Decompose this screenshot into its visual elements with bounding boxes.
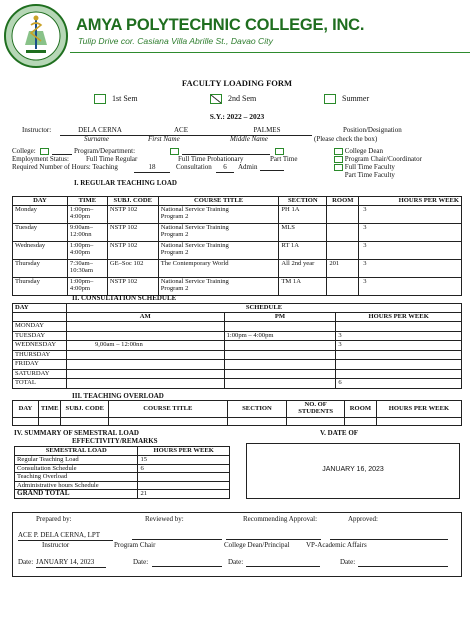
position-list	[334, 148, 422, 180]
date-label-2: Date:	[133, 558, 149, 566]
consultation-day: THURSDAY	[13, 350, 67, 360]
reviewed-date[interactable]	[152, 559, 222, 567]
overload-table	[12, 400, 462, 426]
form-title: FACULTY LOADING FORM	[181, 78, 293, 88]
teaching-load-title: The Contemporary World	[158, 260, 279, 278]
position-label: Position/Designation	[343, 126, 402, 134]
college-field[interactable]	[52, 148, 72, 155]
date-label-1: Date:	[18, 558, 34, 566]
teaching-hours: 18	[134, 164, 170, 173]
teaching-load-hours: 3	[359, 242, 462, 260]
admin-label: Admin	[238, 163, 258, 171]
consultation-pm: 1:00pm – 4:00pm	[224, 331, 336, 341]
prepared-date: JANUARY 14, 2023	[36, 559, 106, 568]
summary-row	[15, 473, 230, 482]
teaching-load-code: NSTP 102	[107, 242, 158, 260]
summary-hours: 6	[138, 464, 230, 473]
consultation-am	[66, 360, 224, 370]
teaching-load-hours: 3	[359, 278, 462, 296]
teaching-load-section: TM 1A	[279, 278, 327, 296]
summary-row	[15, 464, 230, 473]
consultation-hours	[336, 350, 462, 360]
consultation-hours: 3	[336, 341, 462, 351]
seal-icon	[3, 3, 69, 69]
teaching-load-time: 1:00pm– 4:00pm	[67, 206, 107, 224]
teaching-load-header	[13, 197, 462, 206]
consultation-day: FRIDAY	[13, 360, 67, 370]
teaching-load-title: National Service Training Program 2	[158, 206, 279, 224]
approved-date[interactable]	[358, 559, 448, 567]
position-full-time-checkbox[interactable]	[334, 164, 343, 171]
consultation-hours	[336, 369, 462, 379]
program-checkbox[interactable]	[170, 148, 179, 155]
teaching-load-room	[327, 206, 359, 224]
teaching-load-time: 1:00pm– 4:00pm	[67, 278, 107, 296]
position-chair-label: Program Chair/Coordinator	[344, 155, 422, 164]
consultation-row	[13, 322, 462, 332]
sem2-option[interactable]	[210, 94, 256, 104]
grand-total-hours: 21	[138, 490, 230, 499]
position-part-time-checkbox[interactable]	[334, 172, 343, 179]
position-chair-checkbox[interactable]	[334, 156, 343, 163]
summer-checkbox[interactable]	[324, 94, 336, 104]
vp-caption: VP-Academic Affairs	[306, 541, 367, 549]
teaching-load-room	[327, 224, 359, 242]
chair-caption: Program Chair	[114, 541, 156, 549]
consultation-day: TOTAL	[13, 379, 67, 389]
position-dean-label: College Dean	[344, 147, 384, 156]
approved-label: Approved:	[348, 515, 378, 523]
consultation-day: TUESDAY	[13, 331, 67, 341]
grand-total-label: GRAND TOTAL	[15, 490, 138, 499]
teaching-load-code: NSTP 102	[107, 278, 158, 296]
teaching-load-section: PH 1A	[279, 206, 327, 224]
col-hours: HOURS PER WEEK	[359, 197, 462, 206]
overload-header	[13, 401, 462, 418]
ol-col-students: NO. OF STUDENTS	[287, 401, 345, 418]
consultation-row	[13, 369, 462, 379]
teaching-load-hours: 3	[359, 206, 462, 224]
teaching-load-row	[13, 224, 462, 242]
teaching-load-row	[13, 206, 462, 224]
college-address: Tulip Drive cor. Casiana Villa Abrille St., Davao City	[78, 36, 273, 46]
consultation-row	[13, 341, 462, 351]
section1-title: I. REGULAR TEACHING LOAD	[74, 179, 177, 187]
grand-total-row	[15, 490, 230, 499]
prepared-by-label: Prepared by:	[36, 515, 72, 523]
consultation-hours: 3	[336, 331, 462, 341]
teaching-load-hours: 3	[359, 260, 462, 278]
effectivity-date: JANUARY 16, 2023	[322, 466, 384, 473]
instructor-label: Instructor:	[22, 126, 52, 134]
employment-label: Employment Status:	[12, 155, 69, 163]
teaching-load-section: All 2nd year	[279, 260, 327, 278]
ol-col-section: SECTION	[227, 401, 287, 418]
consult-blank-header	[13, 313, 67, 322]
summary-row	[15, 456, 230, 465]
ol-col-hours: HOURS PER WEEK	[376, 401, 461, 418]
sem2-checkbox[interactable]	[210, 94, 222, 104]
consultation-am	[66, 322, 224, 332]
consultation-row	[13, 379, 462, 389]
program-field[interactable]	[182, 148, 270, 155]
sem2-label: 2nd Sem	[228, 93, 257, 103]
consult-am-header: AM	[66, 313, 224, 322]
consultation-table	[12, 303, 462, 389]
ol-col-subj: SUBJ. CODE	[61, 401, 109, 418]
consultation-row	[13, 360, 462, 370]
col-time: TIME	[67, 197, 107, 206]
sem1-option[interactable]	[94, 94, 138, 104]
recommending-label: Recommending Approval:	[243, 515, 318, 523]
consultation-row	[13, 350, 462, 360]
approved-signature-line[interactable]	[330, 532, 448, 540]
teaching-load-room: 201	[327, 260, 359, 278]
consultation-hours	[336, 322, 462, 332]
section5-title: V. DATE OF	[320, 429, 359, 437]
consult-schedule-header: SCHEDULE	[66, 304, 461, 313]
surname-caption: Surname	[84, 135, 109, 143]
instructor-first-name: ACE	[140, 127, 222, 136]
first-name-caption: First Name	[148, 135, 180, 143]
section3-title: III. TEACHING OVERLOAD	[72, 392, 164, 400]
teaching-load-day: Thursday	[13, 278, 68, 296]
summary-label: Regular Teaching Load	[15, 456, 138, 465]
effectivity-box	[246, 443, 460, 499]
college-label: College:	[12, 147, 36, 155]
part-time: Part Time	[270, 155, 298, 163]
teaching-load-code: GE–Soc 102	[107, 260, 158, 278]
consultation-day: SATURDAY	[13, 369, 67, 379]
program-extra-checkbox[interactable]	[275, 148, 284, 155]
recommending-signature-line[interactable]	[226, 532, 321, 540]
position-part-time[interactable]	[334, 172, 422, 180]
consultation-am	[66, 350, 224, 360]
instructor-surname: DELA CERNA	[60, 127, 140, 136]
consult-hours-header: HOURS PER WEEK	[336, 313, 462, 322]
teaching-load-day: Wednesday	[13, 242, 68, 260]
teaching-load-row	[13, 242, 462, 260]
ol-col-room: ROOM	[344, 401, 376, 418]
teaching-load-code: NSTP 102	[107, 224, 158, 242]
teaching-load-title: National Service Training Program 2	[158, 224, 279, 242]
recommending-date[interactable]	[246, 559, 320, 567]
teaching-load-day: Monday	[13, 206, 68, 224]
consultation-am	[66, 379, 224, 389]
summary-hours-header: HOURS PER WEEK	[138, 447, 230, 456]
consultation-pm	[224, 322, 336, 332]
summary-hours	[138, 473, 230, 482]
full-time-probationary: Full Time Probationary	[178, 155, 244, 163]
instructor-caption: Instructor	[42, 541, 70, 549]
consultation-day: WEDNESDAY	[13, 341, 67, 351]
position-full-time-label: Full Time Faculty	[344, 163, 395, 172]
sem1-label: 1st Sem	[112, 93, 138, 103]
consultation-pm	[224, 369, 336, 379]
teaching-load-room	[327, 278, 359, 296]
position-dean-checkbox[interactable]	[334, 148, 343, 155]
consultation-am: 9,00am – 12:00nn	[66, 341, 224, 351]
header-rule	[70, 52, 470, 53]
ol-col-course: COURSE TITLE	[109, 401, 228, 418]
summary-hours	[138, 481, 230, 490]
date-label-3: Date:	[228, 558, 244, 566]
consultation-hours: 6	[216, 164, 234, 173]
consultation-row	[13, 331, 462, 341]
instructor-middle-name: PALMES	[222, 127, 312, 136]
consult-day-header: DAY	[13, 304, 67, 313]
admin-hours[interactable]	[260, 164, 284, 171]
dean-caption: College Dean/Principal	[224, 541, 290, 549]
summary-table	[14, 446, 230, 499]
required-hours-label: Required Number of Hours: Teaching	[12, 163, 118, 171]
consultation-pm	[224, 360, 336, 370]
overload-empty-row	[13, 418, 462, 426]
position-part-time-label: Part Time Faculty	[344, 171, 395, 180]
consultation-hours: 6	[336, 379, 462, 389]
col-day: DAY	[13, 197, 68, 206]
teaching-load-section: MLS	[279, 224, 327, 242]
summary-label: Teaching Overload	[15, 473, 138, 482]
teaching-load-code: NSTP 102	[107, 206, 158, 224]
ol-col-time: TIME	[38, 401, 61, 418]
teaching-load-room	[327, 242, 359, 260]
reviewed-signature-line[interactable]	[132, 532, 222, 540]
reviewed-by-label: Reviewed by:	[145, 515, 184, 523]
teaching-load-row	[13, 278, 462, 296]
summary-label: Administrative hours Schedule	[15, 481, 138, 490]
school-year: S.Y.: 2022 – 2023	[209, 112, 265, 121]
consultation-hours	[336, 360, 462, 370]
teaching-load-row	[13, 260, 462, 278]
college-logo	[3, 3, 69, 69]
section4-subtitle: EFFECTIVITY/REMARKS	[72, 437, 158, 445]
teaching-load-time: 1:00pm– 4:00pm	[67, 242, 107, 260]
teaching-load-title: National Service Training Program 2	[158, 242, 279, 260]
summary-load-header: SEMESTRAL LOAD	[15, 447, 138, 456]
col-section: SECTION	[279, 197, 327, 206]
college-checkbox[interactable]	[40, 148, 49, 155]
col-subj-code: SUBJ. CODE	[107, 197, 158, 206]
col-room: ROOM	[327, 197, 359, 206]
position-note: (Please check the box)	[314, 135, 378, 143]
teaching-load-day: Tuesday	[13, 224, 68, 242]
teaching-load-hours: 3	[359, 224, 462, 242]
full-time-regular: Full Time Regular	[86, 155, 138, 163]
col-course-title: COURSE TITLE	[158, 197, 279, 206]
summer-label: Summer	[342, 93, 370, 103]
summary-label: Consultation Schedule	[15, 464, 138, 473]
consultation-pm	[224, 379, 336, 389]
consultation-am	[66, 369, 224, 379]
ol-col-day: DAY	[13, 401, 39, 418]
consultation-day: MONDAY	[13, 322, 67, 332]
prepared-name: ACE P. DELA CERNA, LPT	[18, 532, 113, 541]
section2-title: II. CONSULTATION SCHEDULE	[72, 294, 177, 302]
teaching-load-time: 9:00am– 12:00nn	[67, 224, 107, 242]
teaching-load-table	[12, 196, 462, 296]
college-name: AMYA POLYTECHNIC COLLEGE, INC.	[76, 16, 365, 34]
sem1-checkbox[interactable]	[94, 94, 106, 104]
consultation-pm	[224, 341, 336, 351]
teaching-load-day: Thursday	[13, 260, 68, 278]
summer-option[interactable]	[324, 94, 369, 104]
consultation-label: Consultation	[176, 163, 212, 171]
middle-name-caption: Middle Name	[230, 135, 268, 143]
program-label: Program/Department:	[74, 147, 136, 155]
consult-pm-header: PM	[224, 313, 336, 322]
teaching-load-time: 7:30am– 10:30am	[67, 260, 107, 278]
teaching-load-title: National Service Training Program 2	[158, 278, 279, 296]
date-label-4: Date:	[340, 558, 356, 566]
teaching-load-section: RT 1A	[279, 242, 327, 260]
section4-title: IV. SUMMARY OF SEMESTRAL LOAD	[14, 429, 139, 437]
consultation-pm	[224, 350, 336, 360]
consultation-am	[66, 331, 224, 341]
summary-hours: 15	[138, 456, 230, 465]
